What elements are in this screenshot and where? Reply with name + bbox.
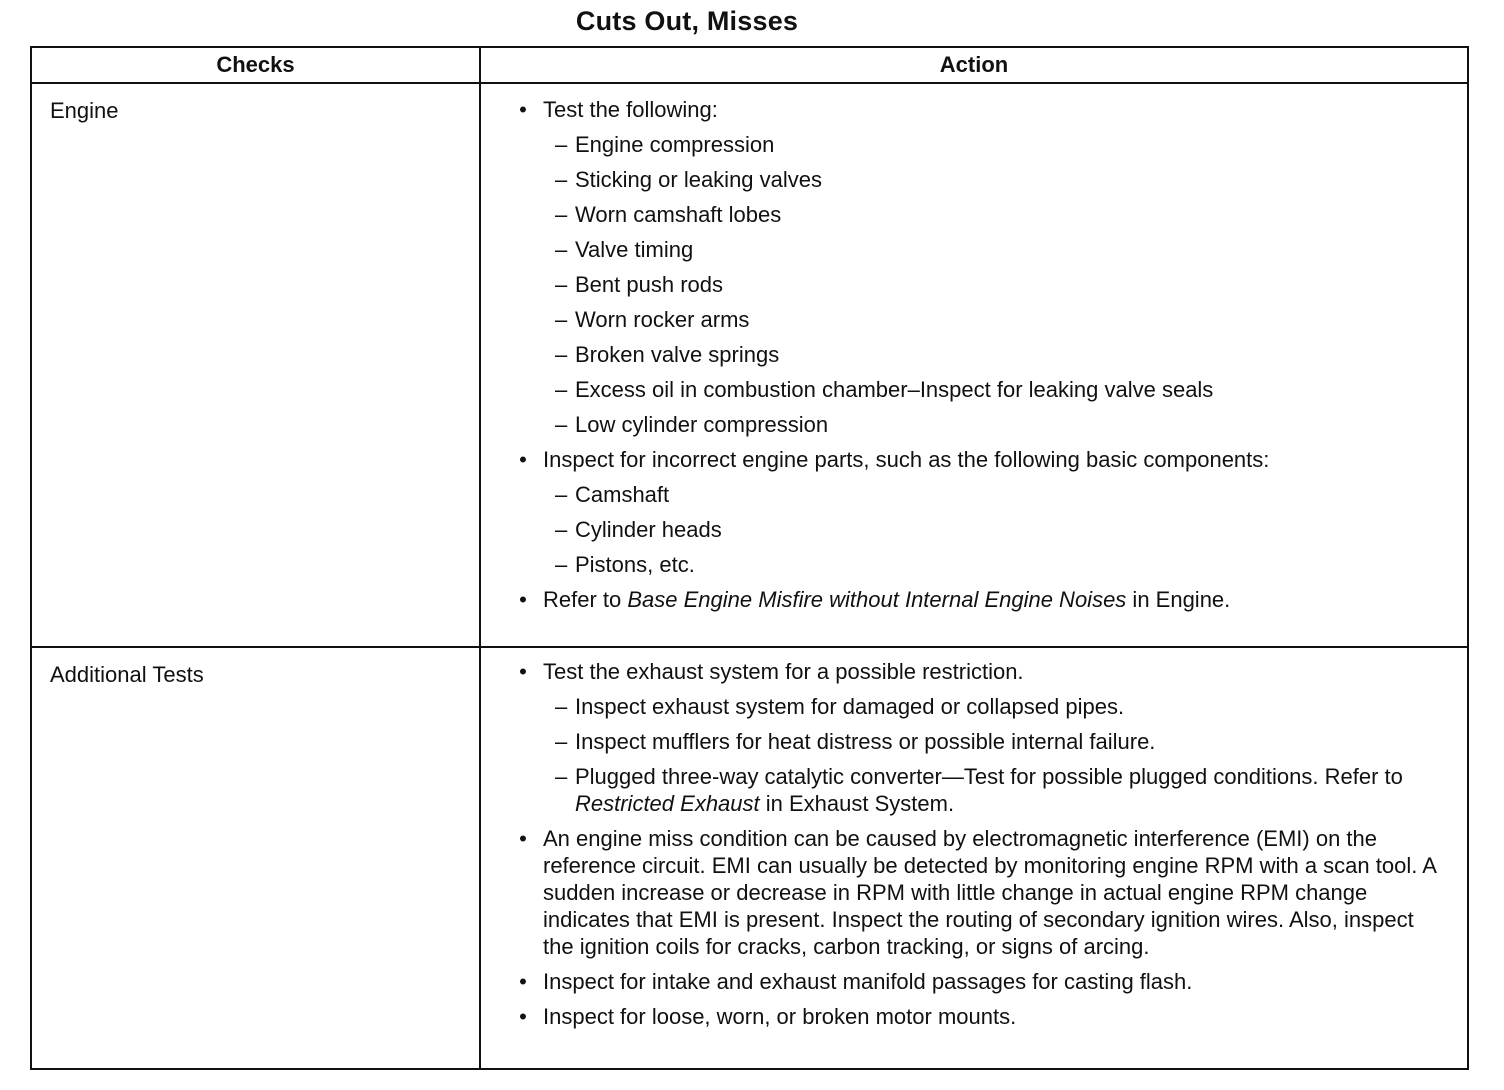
dash-icon: –: [555, 412, 568, 437]
action-cell-engine: [480, 83, 1468, 647]
list-item-text: Test the exhaust system for a possible restriction.: [543, 659, 1024, 684]
check-cell-additional-tests: Additional Tests: [31, 647, 480, 1069]
list-item-text: Test the following:: [543, 97, 718, 122]
checks-column-header: Checks: [31, 47, 480, 83]
dash-icon: –: [555, 342, 568, 367]
sub-list-item: [543, 201, 1447, 228]
bullet-icon: •: [519, 97, 527, 122]
bullet-icon: •: [519, 826, 527, 851]
page-title: Cuts Out, Misses: [575, 6, 799, 36]
sub-list: [543, 131, 1447, 438]
dash-icon: –: [555, 764, 568, 789]
sub-list-item-text: Camshaft: [575, 482, 670, 507]
sub-list-item-text-suffix: in Exhaust System.: [759, 791, 955, 816]
list-item: [515, 586, 1447, 613]
bullet-icon: •: [519, 659, 527, 684]
sub-list-item: [543, 236, 1447, 263]
sub-list-item-text: Inspect exhaust system for damaged or collapsed pipes.: [575, 694, 1125, 719]
dash-icon: –: [555, 552, 568, 577]
table-row-engine: [31, 83, 1468, 647]
dash-icon: –: [555, 307, 568, 332]
sub-list-item: [543, 131, 1447, 158]
sub-list-item-text: Valve timing: [575, 237, 694, 262]
bullet-icon: •: [519, 1004, 527, 1029]
dash-icon: –: [555, 272, 568, 297]
list-item-text: Inspect for incorrect engine parts, such as the following basic components:: [543, 447, 1270, 472]
sub-list-item: [543, 376, 1447, 403]
action-list: [515, 96, 1447, 613]
sub-list-item-text: Cylinder heads: [575, 517, 722, 542]
dash-icon: –: [555, 167, 568, 192]
sub-list-item: [543, 763, 1447, 817]
sub-list-item: [543, 551, 1447, 578]
sub-list-item: [543, 411, 1447, 438]
bullet-icon: •: [519, 447, 527, 472]
sub-list-item-text: Low cylinder compression: [575, 412, 829, 437]
list-item-text-prefix: Refer to: [543, 587, 628, 612]
sub-list-item: [543, 271, 1447, 298]
table-row-additional-tests: [31, 647, 1468, 1069]
sub-list-item: [543, 306, 1447, 333]
sub-list-item-text: Worn camshaft lobes: [575, 202, 782, 227]
sub-list-item-text: Worn rocker arms: [575, 307, 750, 332]
sub-list-item-text: Sticking or leaking valves: [575, 167, 823, 192]
list-item: [515, 825, 1447, 960]
sub-list-item: [543, 728, 1447, 755]
sub-list-item-text-prefix: Plugged three-way catalytic converter—Test for possible plugged conditions. Refer to: [575, 764, 1403, 789]
list-item: [515, 96, 1447, 438]
sub-list-item-text: Pistons, etc.: [575, 552, 695, 577]
dash-icon: –: [555, 694, 568, 719]
sub-list: [543, 693, 1447, 817]
sub-list-item: [543, 516, 1447, 543]
sub-list: [543, 481, 1447, 578]
sub-list-item-text: Broken valve springs: [575, 342, 780, 367]
action-list: [515, 658, 1447, 1030]
dash-icon: –: [555, 517, 568, 542]
dash-icon: –: [555, 237, 568, 262]
list-item-text: Inspect for loose, worn, or broken motor mounts.: [543, 1004, 1017, 1029]
bullet-icon: •: [519, 969, 527, 994]
sub-list-item: [543, 693, 1447, 720]
troubleshooting-table: [30, 46, 1469, 1070]
bullet-icon: •: [519, 587, 527, 612]
dash-icon: –: [555, 729, 568, 754]
sub-list-item-text: Excess oil in combustion chamber–Inspect for leaking valve seals: [575, 377, 1214, 402]
list-item-text: An engine miss condition can be caused by electromagnetic interference (EMI) on the reference circuit. EMI can usually be detected by monitoring engine RPM with a scan tool. A sudden increase or decrease in RPM with little change in actual engine RPM change indicates that EMI is present. Inspect the routing of secondary ignition wires. Also, inspect the ignition coils for cracks, carbon tracking, or signs of arcing.: [543, 826, 1436, 959]
action-cell-additional-tests: [480, 647, 1468, 1069]
table-header-row: [31, 47, 1468, 83]
sub-list-item: [543, 481, 1447, 508]
check-cell-engine: Engine: [31, 83, 480, 647]
dash-icon: –: [555, 482, 568, 507]
sub-list-item: [543, 166, 1447, 193]
dash-icon: –: [555, 377, 568, 402]
list-item-text-suffix: in Engine.: [1126, 587, 1231, 612]
sub-list-item-text: Bent push rods: [575, 272, 723, 297]
dash-icon: –: [555, 202, 568, 227]
reference-link-base-engine-misfire: Base Engine Misfire without Internal Engine Noises: [627, 587, 1127, 612]
list-item: [515, 968, 1447, 995]
dash-icon: –: [555, 132, 568, 157]
sub-list-item: [543, 341, 1447, 368]
list-item: [515, 446, 1447, 578]
list-item: [515, 1003, 1447, 1030]
reference-link-restricted-exhaust: Restricted Exhaust: [575, 791, 760, 816]
action-column-header: Action: [480, 47, 1468, 83]
sub-list-item-text: Engine compression: [575, 132, 775, 157]
list-item: [515, 658, 1447, 817]
sub-list-item-text: Inspect mufflers for heat distress or possible internal failure.: [575, 729, 1156, 754]
list-item-text: Inspect for intake and exhaust manifold passages for casting flash.: [543, 969, 1193, 994]
